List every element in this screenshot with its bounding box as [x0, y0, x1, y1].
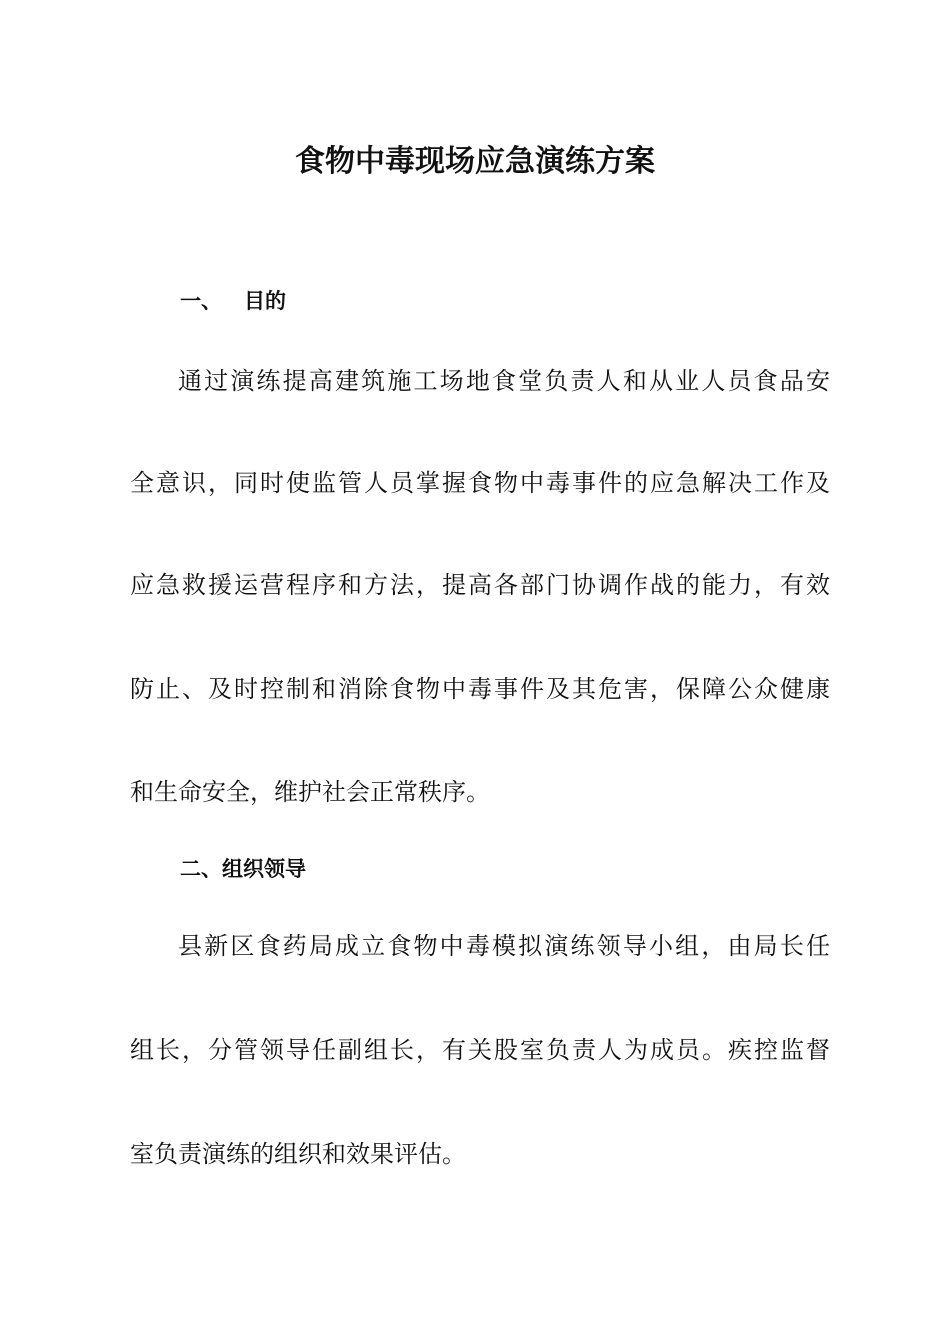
paragraph-line: 防止、及时控制和消除食物中毒事件及其危害，保障公众健康 [130, 675, 830, 703]
section-heading-text: 目的 [244, 289, 286, 313]
paragraph-line: 组长，分管领导任副组长，有关股室负责人为成员。疾控监督 [130, 1036, 830, 1064]
section-heading-purpose [180, 285, 286, 317]
document-title: 食物中毒现场应急演练方案 [295, 144, 655, 179]
section-heading-organization: 二、组织领导 [180, 857, 306, 881]
section-number: 一、 [180, 289, 222, 313]
paragraph-line: 和生命安全，维护社会正常秩序。 [130, 778, 490, 806]
paragraph-line: 应急救援运营程序和方法，提高各部门协调作战的能力，有效 [130, 571, 830, 599]
paragraph-line: 通过演练提高建筑施工场地食堂负责人和从业人员食品安 [178, 367, 830, 395]
paragraph-line: 室负责演练的组织和效果评估。 [130, 1140, 466, 1168]
paragraph-line: 县新区食药局成立食物中毒模拟演练领导小组，由局长任 [178, 932, 830, 960]
paragraph-line: 全意识，同时使监管人员掌握食物中毒事件的应急解决工作及 [130, 469, 830, 497]
